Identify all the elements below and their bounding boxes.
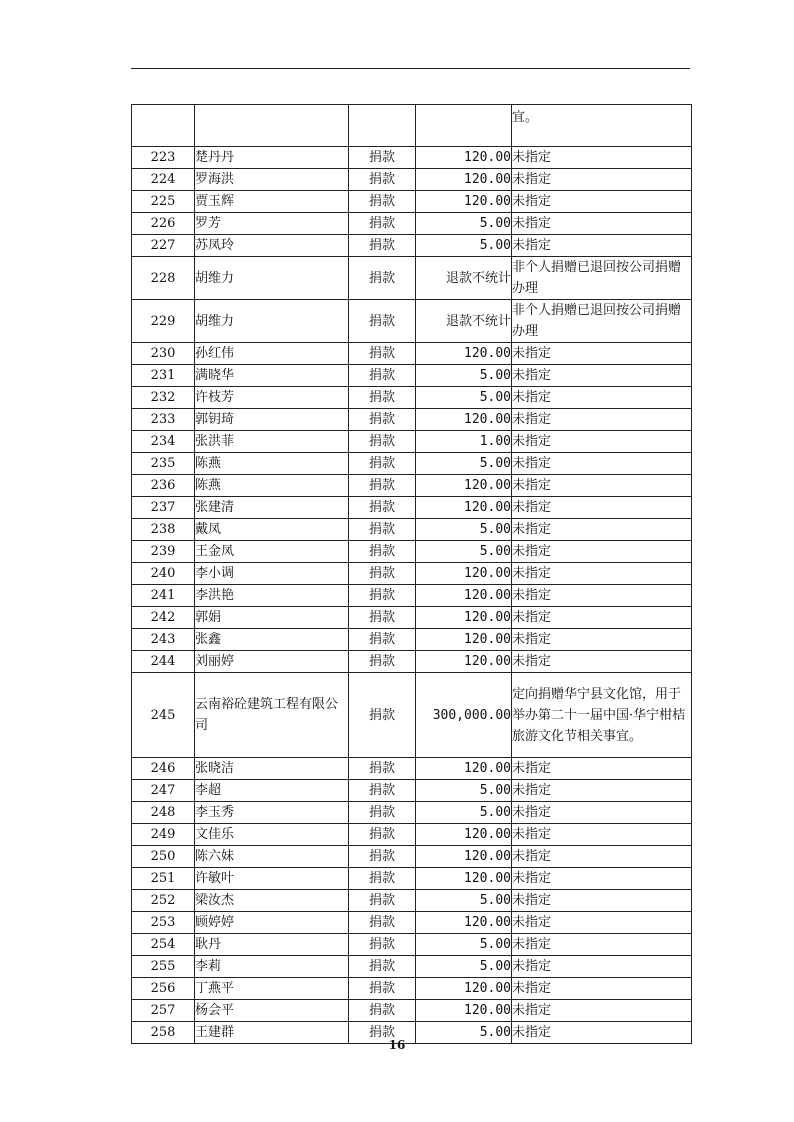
cell-name: 李洪艳 bbox=[195, 585, 349, 607]
cell-purpose: 未指定 bbox=[512, 824, 692, 846]
table-row bbox=[132, 978, 692, 1000]
cell-no: 236 bbox=[132, 475, 195, 497]
cell-amount: 120.00 bbox=[416, 1000, 512, 1022]
cell-name: 楚丹丹 bbox=[195, 147, 349, 169]
table-row bbox=[132, 934, 692, 956]
table-row bbox=[132, 431, 692, 453]
cell-no: 230 bbox=[132, 343, 195, 365]
cell-purpose: 未指定 bbox=[512, 846, 692, 868]
cell-name: 罗芳 bbox=[195, 213, 349, 235]
cell-name: 梁汝杰 bbox=[195, 890, 349, 912]
cell-type: 捐款 bbox=[349, 607, 416, 629]
cell-name: 云南裕砼建筑工程有限公司 bbox=[195, 673, 349, 758]
cell-amount: 120.00 bbox=[416, 629, 512, 651]
cell-type: 捐款 bbox=[349, 802, 416, 824]
table-row bbox=[132, 475, 692, 497]
table-row bbox=[132, 191, 692, 213]
cell-type: 捐款 bbox=[349, 758, 416, 780]
cell-purpose: 未指定 bbox=[512, 519, 692, 541]
table-row bbox=[132, 846, 692, 868]
table-row bbox=[132, 497, 692, 519]
cell-purpose: 非个人捐赠已退回按公司捐赠办理 bbox=[512, 257, 692, 300]
cell-purpose: 未指定 bbox=[512, 956, 692, 978]
cell-amount: 120.00 bbox=[416, 846, 512, 868]
cell-type: 捐款 bbox=[349, 780, 416, 802]
cell-type: 捐款 bbox=[349, 235, 416, 257]
cell-type: 捐款 bbox=[349, 453, 416, 475]
cell-type: 捐款 bbox=[349, 387, 416, 409]
cell-type: 捐款 bbox=[349, 191, 416, 213]
cell-no: 257 bbox=[132, 1000, 195, 1022]
cell-no: 242 bbox=[132, 607, 195, 629]
cell-amount: 5.00 bbox=[416, 956, 512, 978]
table-row bbox=[132, 780, 692, 802]
cell-purpose: 未指定 bbox=[512, 758, 692, 780]
cell-type: 捐款 bbox=[349, 257, 416, 300]
table-row bbox=[132, 956, 692, 978]
cell-name: 张晓洁 bbox=[195, 758, 349, 780]
cell-purpose: 未指定 bbox=[512, 651, 692, 673]
table-row bbox=[132, 387, 692, 409]
cell-name: 张洪菲 bbox=[195, 431, 349, 453]
cell-amount: 5.00 bbox=[416, 365, 512, 387]
cell-type: 捐款 bbox=[349, 934, 416, 956]
cell-purpose: 未指定 bbox=[512, 387, 692, 409]
cell-type: 捐款 bbox=[349, 673, 416, 758]
cell-amount bbox=[416, 105, 512, 147]
cell-no: 249 bbox=[132, 824, 195, 846]
page-number: 16 bbox=[388, 1038, 406, 1052]
cell-name: 陈燕 bbox=[195, 453, 349, 475]
cell-name: 文佳乐 bbox=[195, 824, 349, 846]
cell-amount: 5.00 bbox=[416, 541, 512, 563]
cell-type: 捐款 bbox=[349, 890, 416, 912]
cell-no: 246 bbox=[132, 758, 195, 780]
cell-no: 233 bbox=[132, 409, 195, 431]
cell-name: 杨会平 bbox=[195, 1000, 349, 1022]
cell-purpose: 未指定 bbox=[512, 780, 692, 802]
donation-table-body bbox=[132, 105, 692, 1044]
table-row bbox=[132, 213, 692, 235]
cell-name: 胡维力 bbox=[195, 300, 349, 343]
cell-purpose: 非个人捐赠已退回按公司捐赠办理 bbox=[512, 300, 692, 343]
cell-purpose: 未指定 bbox=[512, 563, 692, 585]
cell-amount: 5.00 bbox=[416, 1022, 512, 1044]
cell-amount: 120.00 bbox=[416, 409, 512, 431]
cell-purpose: 未指定 bbox=[512, 497, 692, 519]
table-row bbox=[132, 673, 692, 758]
cell-no: 224 bbox=[132, 169, 195, 191]
cell-purpose: 未指定 bbox=[512, 1000, 692, 1022]
cell-no: 250 bbox=[132, 846, 195, 868]
cell-purpose: 未指定 bbox=[512, 978, 692, 1000]
cell-purpose: 未指定 bbox=[512, 365, 692, 387]
cell-purpose: 未指定 bbox=[512, 868, 692, 890]
cell-purpose: 未指定 bbox=[512, 453, 692, 475]
table-row-continued bbox=[132, 105, 692, 147]
table-row bbox=[132, 453, 692, 475]
cell-name: 李莉 bbox=[195, 956, 349, 978]
cell-amount: 5.00 bbox=[416, 387, 512, 409]
cell-name: 郭钥琦 bbox=[195, 409, 349, 431]
donation-table bbox=[131, 104, 692, 1044]
cell-amount: 120.00 bbox=[416, 147, 512, 169]
table-row bbox=[132, 758, 692, 780]
table-row bbox=[132, 235, 692, 257]
cell-name: 满晓华 bbox=[195, 365, 349, 387]
cell-no: 228 bbox=[132, 257, 195, 300]
cell-type: 捐款 bbox=[349, 365, 416, 387]
cell-amount: 120.00 bbox=[416, 978, 512, 1000]
table-row bbox=[132, 147, 692, 169]
cell-no: 254 bbox=[132, 934, 195, 956]
table-row bbox=[132, 409, 692, 431]
cell-name: 张鑫 bbox=[195, 629, 349, 651]
cell-type: 捐款 bbox=[349, 585, 416, 607]
cell-name: 胡维力 bbox=[195, 257, 349, 300]
cell-purpose: 未指定 bbox=[512, 1022, 692, 1044]
cell-amount: 120.00 bbox=[416, 475, 512, 497]
table-row bbox=[132, 519, 692, 541]
table-row bbox=[132, 890, 692, 912]
cell-type: 捐款 bbox=[349, 956, 416, 978]
cell-name: 陈燕 bbox=[195, 475, 349, 497]
cell-amount: 120.00 bbox=[416, 824, 512, 846]
cell-type: 捐款 bbox=[349, 519, 416, 541]
cell-name: 丁燕平 bbox=[195, 978, 349, 1000]
cell-amount: 120.00 bbox=[416, 563, 512, 585]
cell-amount: 120.00 bbox=[416, 912, 512, 934]
cell-no: 239 bbox=[132, 541, 195, 563]
cell-name: 贾玉辉 bbox=[195, 191, 349, 213]
header-rule bbox=[131, 68, 690, 69]
cell-purpose: 未指定 bbox=[512, 169, 692, 191]
cell-no: 238 bbox=[132, 519, 195, 541]
cell-type: 捐款 bbox=[349, 824, 416, 846]
table-row bbox=[132, 607, 692, 629]
cell-type: 捐款 bbox=[349, 1022, 416, 1044]
cell-amount: 5.00 bbox=[416, 890, 512, 912]
cell-amount: 120.00 bbox=[416, 191, 512, 213]
cell-name: 苏凤玲 bbox=[195, 235, 349, 257]
table-row bbox=[132, 563, 692, 585]
cell-type: 捐款 bbox=[349, 1000, 416, 1022]
cell-amount: 5.00 bbox=[416, 802, 512, 824]
cell-name: 李玉秀 bbox=[195, 802, 349, 824]
cell-no: 232 bbox=[132, 387, 195, 409]
cell-purpose: 未指定 bbox=[512, 475, 692, 497]
cell-name: 戴凤 bbox=[195, 519, 349, 541]
cell-purpose: 未指定 bbox=[512, 147, 692, 169]
cell-type: 捐款 bbox=[349, 431, 416, 453]
cell-no: 252 bbox=[132, 890, 195, 912]
cell-type bbox=[349, 105, 416, 147]
cell-purpose: 未指定 bbox=[512, 934, 692, 956]
cell-type: 捐款 bbox=[349, 651, 416, 673]
cell-amount: 5.00 bbox=[416, 235, 512, 257]
cell-type: 捐款 bbox=[349, 868, 416, 890]
cell-purpose: 未指定 bbox=[512, 213, 692, 235]
cell-type: 捐款 bbox=[349, 169, 416, 191]
cell-amount: 5.00 bbox=[416, 213, 512, 235]
cell-type: 捐款 bbox=[349, 475, 416, 497]
cell-purpose: 未指定 bbox=[512, 235, 692, 257]
table-row bbox=[132, 651, 692, 673]
table-row bbox=[132, 585, 692, 607]
cell-purpose: 未指定 bbox=[512, 541, 692, 563]
cell-type: 捐款 bbox=[349, 409, 416, 431]
cell-no: 255 bbox=[132, 956, 195, 978]
cell-type: 捐款 bbox=[349, 147, 416, 169]
cell-purpose: 未指定 bbox=[512, 802, 692, 824]
cell-no: 231 bbox=[132, 365, 195, 387]
table-row bbox=[132, 912, 692, 934]
cell-name bbox=[195, 105, 349, 147]
cell-type: 捐款 bbox=[349, 912, 416, 934]
cell-amount: 1.00 bbox=[416, 431, 512, 453]
cell-type: 捐款 bbox=[349, 629, 416, 651]
cell-name: 耿丹 bbox=[195, 934, 349, 956]
cell-amount: 5.00 bbox=[416, 453, 512, 475]
cell-type: 捐款 bbox=[349, 213, 416, 235]
cell-name: 陈六妹 bbox=[195, 846, 349, 868]
table-row bbox=[132, 257, 692, 300]
cell-no: 240 bbox=[132, 563, 195, 585]
cell-amount: 120.00 bbox=[416, 607, 512, 629]
cell-no: 258 bbox=[132, 1022, 195, 1044]
table-row bbox=[132, 629, 692, 651]
cell-name: 许枝芳 bbox=[195, 387, 349, 409]
cell-purpose: 定向捐赠华宁县文化馆，用于举办第二十一届中国·华宁柑桔旅游文化节相关事宜。 bbox=[512, 673, 692, 758]
cell-type: 捐款 bbox=[349, 300, 416, 343]
table-row bbox=[132, 169, 692, 191]
cell-type: 捐款 bbox=[349, 846, 416, 868]
cell-no: 225 bbox=[132, 191, 195, 213]
cell-no: 244 bbox=[132, 651, 195, 673]
cell-name: 顾婷婷 bbox=[195, 912, 349, 934]
cell-no: 243 bbox=[132, 629, 195, 651]
cell-amount: 120.00 bbox=[416, 497, 512, 519]
cell-name: 郭娟 bbox=[195, 607, 349, 629]
cell-amount: 退款不统计 bbox=[416, 300, 512, 343]
cell-name: 罗海洪 bbox=[195, 169, 349, 191]
cell-amount: 退款不统计 bbox=[416, 257, 512, 300]
cell-type: 捐款 bbox=[349, 541, 416, 563]
cell-no bbox=[132, 105, 195, 147]
cell-purpose: 未指定 bbox=[512, 191, 692, 213]
table-row bbox=[132, 343, 692, 365]
cell-name: 张建清 bbox=[195, 497, 349, 519]
cell-no: 241 bbox=[132, 585, 195, 607]
cell-amount: 120.00 bbox=[416, 343, 512, 365]
cell-amount: 120.00 bbox=[416, 868, 512, 890]
cell-purpose: 未指定 bbox=[512, 890, 692, 912]
cell-no: 234 bbox=[132, 431, 195, 453]
cell-name: 李小调 bbox=[195, 563, 349, 585]
cell-purpose: 未指定 bbox=[512, 585, 692, 607]
cell-amount: 5.00 bbox=[416, 934, 512, 956]
cell-no: 235 bbox=[132, 453, 195, 475]
cell-purpose: 未指定 bbox=[512, 912, 692, 934]
table-row bbox=[132, 802, 692, 824]
cell-name: 孙红伟 bbox=[195, 343, 349, 365]
cell-purpose: 未指定 bbox=[512, 409, 692, 431]
cell-no: 253 bbox=[132, 912, 195, 934]
cell-amount: 300,000.00 bbox=[416, 673, 512, 758]
cell-purpose: 未指定 bbox=[512, 629, 692, 651]
cell-name: 王建群 bbox=[195, 1022, 349, 1044]
table-row bbox=[132, 1000, 692, 1022]
cell-amount: 5.00 bbox=[416, 780, 512, 802]
cell-no: 237 bbox=[132, 497, 195, 519]
cell-amount: 120.00 bbox=[416, 651, 512, 673]
cell-type: 捐款 bbox=[349, 343, 416, 365]
cell-no: 226 bbox=[132, 213, 195, 235]
cell-name: 李超 bbox=[195, 780, 349, 802]
cell-amount: 120.00 bbox=[416, 169, 512, 191]
cell-purpose: 未指定 bbox=[512, 431, 692, 453]
cell-type: 捐款 bbox=[349, 497, 416, 519]
cell-no: 223 bbox=[132, 147, 195, 169]
cell-no: 251 bbox=[132, 868, 195, 890]
cell-purpose: 未指定 bbox=[512, 607, 692, 629]
table-row bbox=[132, 300, 692, 343]
table-row bbox=[132, 868, 692, 890]
cell-name: 刘丽婷 bbox=[195, 651, 349, 673]
cell-no: 247 bbox=[132, 780, 195, 802]
table-row bbox=[132, 541, 692, 563]
table-row bbox=[132, 824, 692, 846]
cell-amount: 5.00 bbox=[416, 519, 512, 541]
cell-no: 248 bbox=[132, 802, 195, 824]
cell-amount: 120.00 bbox=[416, 585, 512, 607]
cell-name: 王金凤 bbox=[195, 541, 349, 563]
table-row bbox=[132, 365, 692, 387]
cell-name: 许敏叶 bbox=[195, 868, 349, 890]
cell-type: 捐款 bbox=[349, 978, 416, 1000]
cell-no: 229 bbox=[132, 300, 195, 343]
cell-no: 227 bbox=[132, 235, 195, 257]
cell-no: 256 bbox=[132, 978, 195, 1000]
cell-amount: 120.00 bbox=[416, 758, 512, 780]
cell-type: 捐款 bbox=[349, 563, 416, 585]
cell-purpose: 宜。 bbox=[512, 105, 692, 147]
cell-no: 245 bbox=[132, 673, 195, 758]
cell-purpose: 未指定 bbox=[512, 343, 692, 365]
